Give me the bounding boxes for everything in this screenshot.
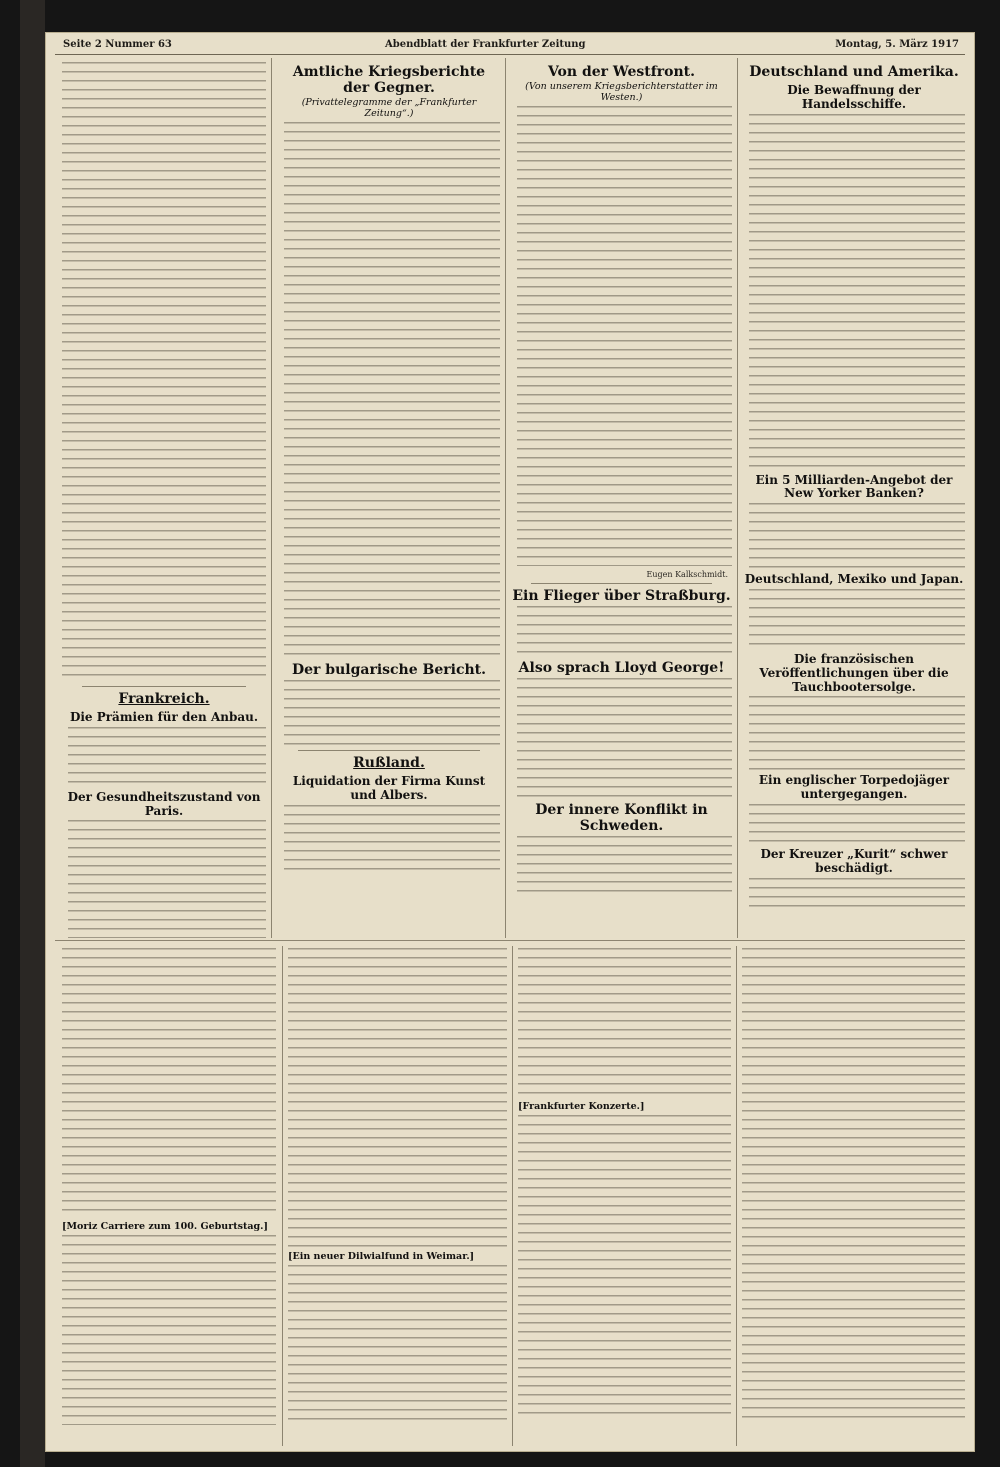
section-heading-enemy-reports: Amtliche Kriegsberichte der Gegner. [292, 64, 486, 97]
article-text [278, 805, 500, 875]
page-number: Seite 2 Nummer 63 [63, 39, 172, 50]
column-rule [512, 946, 513, 1446]
article-headline: [Frankfurter Konzerte.] [518, 1101, 645, 1112]
article-headline: Der Gesundheitszustand von Paris. [67, 789, 261, 818]
feuilleton-column-3 [518, 946, 731, 1446]
article-headline: [Moriz Carriere zum 100. Geburtstag.] [62, 1221, 268, 1232]
feuilleton-column-4 [742, 946, 965, 1446]
article-text [743, 503, 965, 569]
article-headline: Also sprach Lloyd George! [518, 660, 725, 677]
article-text [518, 948, 731, 1098]
article-text [278, 680, 500, 746]
article-headline: Ein englischer Torpedojäger untergegangen. [758, 773, 950, 802]
article-text [743, 589, 965, 649]
issue-date: Montag, 5. März 1917 [835, 39, 959, 50]
article-headline: Deutschland, Mexiko und Japan. [744, 572, 964, 587]
section-heading-france: Frankreich. [118, 691, 210, 707]
article-text [743, 804, 965, 844]
author-signature: Eugen Kalkschmidt. [646, 569, 728, 579]
binding-edge [20, 0, 45, 1467]
column-rule [271, 58, 272, 938]
column-3 [511, 60, 732, 938]
article-headline: Die Bewaffnung der Handelsschiffe. [787, 83, 921, 111]
article-text [62, 948, 276, 1218]
article-text [62, 820, 266, 938]
article-headline: Ein Flieger über Straßburg. [512, 587, 731, 604]
article-headline: Liquidation der Firma Kunst und Albers. [292, 774, 486, 803]
column-rule [505, 58, 506, 938]
article-headline: Ein 5 Milliarden-Angebot der New Yorker Banken? [755, 472, 953, 501]
article-text [511, 606, 732, 656]
column-2 [278, 60, 500, 938]
article-headline: [Ein neuer Dilwialfund in Weimar.] [288, 1251, 475, 1262]
article-text [288, 948, 507, 1248]
masthead [55, 38, 965, 55]
article-headline: Der Kreuzer „Kurit“ schwer beschädigt. [760, 847, 948, 875]
article-text [743, 878, 965, 908]
article-text [511, 678, 732, 798]
article-subheading: (Von unserem Kriegsberichterstatter im Westen.) [525, 81, 718, 104]
article-text [62, 1235, 276, 1425]
feuilleton-column-2 [288, 946, 507, 1446]
feuilleton-rule [55, 940, 965, 941]
column-rule [737, 58, 738, 938]
article-text [743, 696, 965, 770]
article-text [511, 106, 732, 566]
article-headline: Der innere Konflikt in Schweden. [535, 802, 708, 835]
column-rule [282, 946, 283, 1446]
article-text [518, 1115, 731, 1415]
article-text [743, 114, 965, 470]
article-text [62, 727, 266, 787]
article-headline: Die französischen Veröffentlichungen über die Tauchbootersolge. [759, 652, 949, 694]
column-4 [743, 60, 965, 938]
column-rule [736, 946, 737, 1446]
article-headline: Der bulgarische Bericht. [292, 662, 486, 679]
section-heading-western-front: Von der Westfront. [547, 64, 695, 80]
section-heading-russia: Rußland. [353, 755, 425, 772]
article-headline: Die Prämien für den Anbau. [69, 710, 259, 725]
section-heading-germany-america: Deutschland und Amerika. [749, 64, 959, 80]
column-1 [62, 60, 266, 938]
article-subheading: (Privattelegramme der „Frankfurter Zeitung“.) [301, 97, 477, 120]
article-text [62, 62, 266, 682]
feuilleton-column-1 [62, 946, 276, 1446]
newspaper-title: Abendblatt der Frankfurter Zeitung [385, 39, 586, 50]
article-text [278, 122, 500, 658]
article-text [742, 948, 965, 1418]
article-text [288, 1265, 507, 1425]
article-text [511, 836, 732, 896]
